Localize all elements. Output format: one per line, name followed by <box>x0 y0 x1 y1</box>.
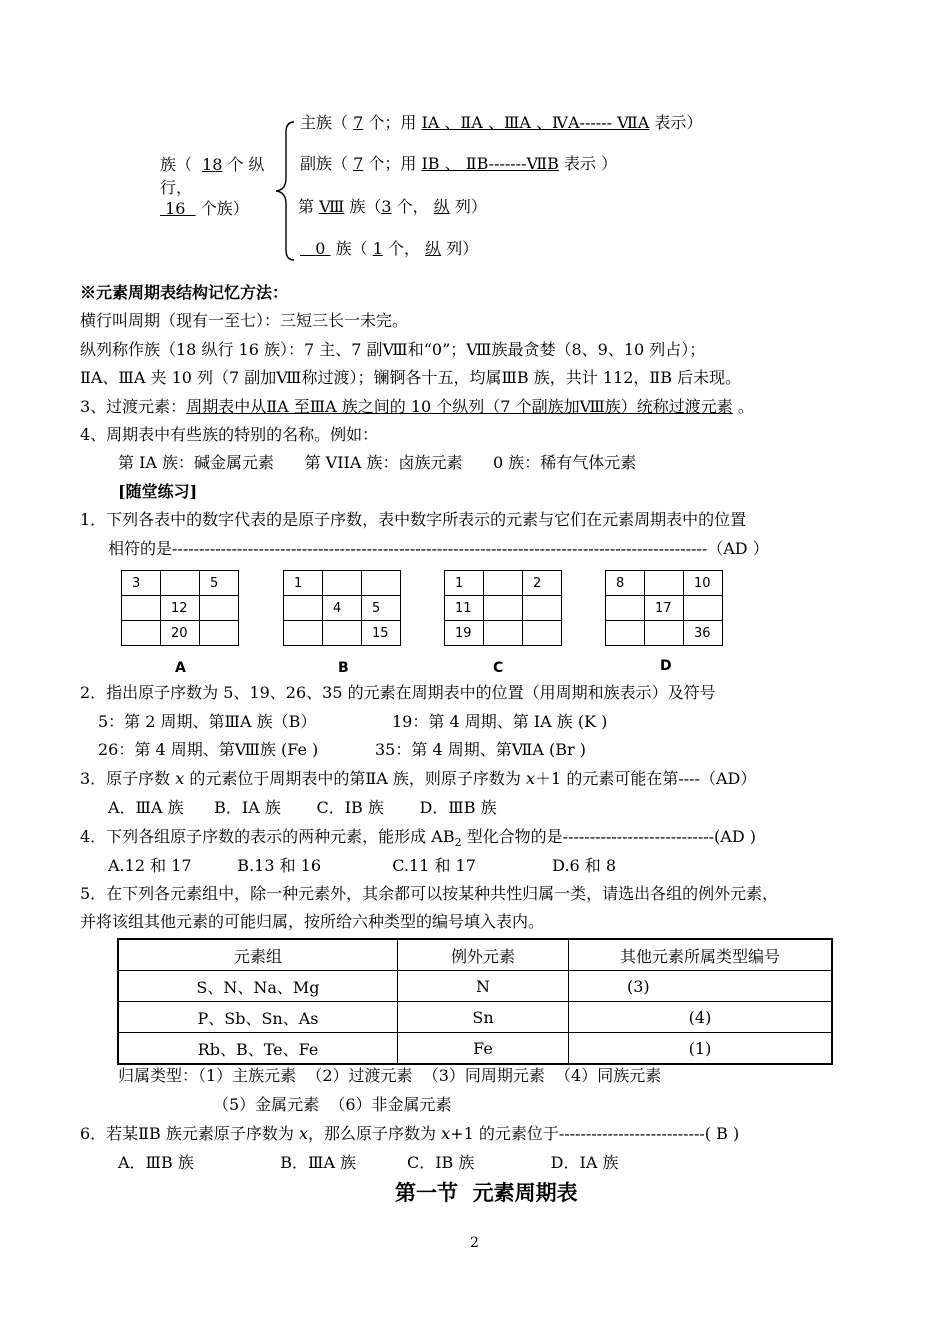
section-title: 第一节 元素周期表 <box>395 1180 578 1205</box>
transition-elements-item: 3、过渡元素：周期表中从ⅡA 至ⅢA 族之间的 10 个纵列（7 个副族加Ⅷ族）统称过渡元素 。 <box>80 397 754 416</box>
table-row <box>118 971 832 1002</box>
question-1-line-1: 1．下列各表中的数字代表的是原子序数，表中数字所表示的元素与它们在元素周期表中的位置 <box>80 510 747 529</box>
special-names-item: 4、周期表中有些族的特别的名称。例如： <box>80 425 379 444</box>
question-2: 2．指出原子序数为 5、19、26、35 的元素在周期表中的位置（用周期和族表示）及符号 <box>80 683 716 702</box>
table-cell: P、Sb、Sn、As <box>118 1002 398 1033</box>
sub-group-line: 副族（ 7 个；用 IB 、 ⅡB-------ⅦB 表示 ） <box>300 154 618 173</box>
answer-table-header <box>118 939 832 971</box>
families-label-line3 <box>160 199 249 219</box>
group-zero-line: 0 族（ 1 个， 纵 列） <box>315 239 479 258</box>
families-group-count: 16 <box>165 199 186 218</box>
table-cell: Fe <box>398 1033 569 1065</box>
table-cell: (3) <box>569 971 833 1002</box>
question-5-line-2: 并将该组其他元素的可能归属，按所给六种类型的编号填入表内。 <box>80 912 545 931</box>
memory-line-1: 横行叫周期（现有一至七）：三短三长一未完。 <box>80 311 409 330</box>
memory-line-3: ⅡA、ⅢA 夹 10 列（7 副加Ⅷ称过渡）；镧锕各十五，均属ⅢB 族，共计 112，ⅡB 后未现。 <box>80 368 742 387</box>
grid-d: 8 10 17 36 <box>605 570 723 646</box>
question-5-line-1: 5．在下列各元素组中，除一种元素外，其余都可以按某种共性归属一类，请选出各组的例外元素， <box>80 884 779 903</box>
group-viii-line: 第 Ⅷ 族（3 个， 纵 列） <box>298 197 487 216</box>
families-label <box>160 155 265 175</box>
header-type-number: 其他元素所属类型编号 <box>569 939 833 971</box>
page-number: 2 <box>470 1235 479 1251</box>
header-exception: 例外元素 <box>398 939 569 971</box>
question-4-options: A.12 和 17 B.13 和 16 C.11 和 17 D.6 和 8 <box>108 856 617 875</box>
question-4: 4．下列各组原子序数的表示的两种元素，能形成 $AB_2$ 型化合物的是----------------------------(AD ) <box>80 827 757 850</box>
memory-title: ※元素周期表结构记忆方法： <box>80 283 289 302</box>
special-names-list: 第 IA 族：碱金属元素 第 VIIA 族：卤族元素 0 族：稀有气体元素 <box>118 453 637 472</box>
grid-d-label: D <box>660 658 672 674</box>
table-cell: (4) <box>569 1002 833 1033</box>
table-cell: (1) <box>569 1033 833 1065</box>
question-6: 6．若某ⅡB 族元素原子序数为 x，那么原子序数为 x+1 的元素位于---------------------------( B ) <box>80 1124 740 1143</box>
grid-b: 1 4 5 15 <box>283 570 401 646</box>
main-group-line: 主族（ 7 个；用 IA 、ⅡA 、ⅢA 、ⅣA------ ⅦA 表示） <box>300 113 703 132</box>
families-column-count: 18 <box>202 155 223 174</box>
grid-c-label: C <box>493 660 504 676</box>
table-row <box>118 1002 832 1033</box>
answer-table <box>117 938 833 1065</box>
types-line-2: （5）金属元素 （6）非金属元素 <box>213 1095 452 1114</box>
question-6-options: A．ⅢB 族 B．ⅢA 族 C．ⅠB 族 D．ⅠA 族 <box>118 1153 619 1172</box>
question-2-answer-3: 26：第 4 周期、第Ⅷ族 (Fe ) <box>98 740 319 759</box>
types-line-1: 归属类型：（1）主族元素 （2）过渡元素 （3）同周期元素 （4）同族元素 <box>118 1066 662 1085</box>
table-cell: Sn <box>398 1002 569 1033</box>
question-2-answer-4: 35：第 4 周期、第ⅦA (Br ) <box>375 740 586 759</box>
question-3-options: A．ⅢA 族 B．ⅠA 族 C．ⅠB 族 D．ⅢB 族 <box>108 798 497 817</box>
grid-c: 1 2 11 19 <box>444 570 562 646</box>
memory-line-2: 纵列称作族（18 纵行 16 族）：7 主、7 副Ⅷ和“0”；Ⅷ族最贪婪（8、9、10 列占）； <box>80 340 706 359</box>
question-1-line-2: 相符的是---------------------------------------------------------------------------------------------------（AD ） <box>108 539 769 558</box>
table-cell: N <box>398 971 569 1002</box>
families-group-suffix: 个族） <box>195 199 249 218</box>
question-3: 3．原子序数 x 的元素位于周期表中的第ⅡA 族，则原子序数为 x＋1 的元素可能在第----（AD） <box>80 769 757 788</box>
curly-brace-icon <box>266 120 296 262</box>
grid-b-label: B <box>338 660 349 676</box>
grid-a: 3 5 12 20 <box>121 570 239 646</box>
families-label-line2: 行， <box>160 178 193 197</box>
families-label-suffix: 个 纵 <box>222 155 265 174</box>
table-cell: Rb、B、Te、Fe <box>118 1033 398 1065</box>
table-row <box>118 1033 832 1065</box>
grid-a-label: A <box>175 660 186 676</box>
table-cell: S、N、Na、Mg <box>118 971 398 1002</box>
question-2-answer-2: 19：第 4 周期、第 IA 族 (K ) <box>392 712 608 731</box>
header-element-group: 元素组 <box>118 939 398 971</box>
question-2-answer-1: 5：第 2 周期、第ⅢA 族（B） <box>98 712 317 731</box>
practice-heading: [随堂练习] <box>118 482 198 501</box>
families-label-prefix: 族（ <box>160 155 193 174</box>
